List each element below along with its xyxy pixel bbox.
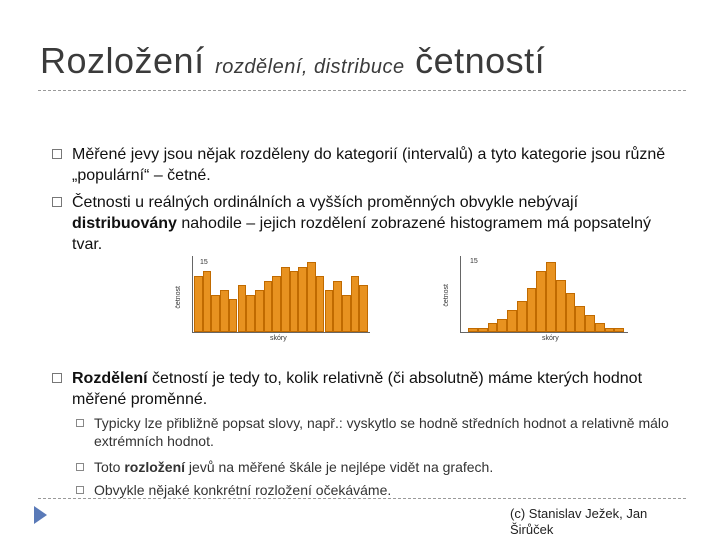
title-divider	[38, 90, 686, 91]
histogram-bar	[255, 290, 264, 332]
histogram-bar	[333, 281, 342, 332]
histogram-bar	[359, 285, 368, 332]
histogram-xlabel: skóry	[270, 335, 287, 342]
histogram-bar	[605, 328, 615, 332]
histogram-bar	[468, 328, 478, 332]
histogram-bar	[478, 328, 488, 332]
title-subtitle: rozdělení, distribuce	[215, 56, 405, 78]
histogram-bar	[546, 262, 556, 332]
subbullet-marker	[76, 486, 84, 494]
histogram-bar	[307, 262, 316, 332]
histogram-bar	[194, 276, 203, 332]
histogram-bar	[325, 290, 334, 332]
histogram-bar	[507, 310, 517, 332]
next-slide-arrow-icon[interactable]	[34, 506, 47, 524]
histogram-bar	[488, 323, 498, 332]
histogram-ylabel: četnost	[443, 284, 450, 307]
bullet-marker	[52, 373, 62, 383]
histogram-bar	[536, 271, 546, 332]
histogram-bar	[497, 319, 507, 332]
bullet-2-text: Četnosti u reálných ordinálních a vyšších proměnných obvykle nebývají distribuovány nahodile – jejich rozdělení zobrazené histogramem má popsatelný tvar.	[72, 194, 651, 253]
histogram-bar	[566, 293, 576, 332]
histogram-bar	[264, 281, 273, 332]
histogram-bar	[575, 306, 585, 332]
histogram-bar	[595, 323, 605, 332]
histogram-bar	[316, 276, 325, 332]
histogram-bar	[229, 299, 238, 332]
subbullet-1-text: Typicky lze přibližně popsat slovy, např.: vyskytlo se hodně středních hodnot a relativně málo extrémních hodnot.	[94, 415, 669, 449]
histogram-bar	[281, 267, 290, 332]
histogram-1-bars	[194, 262, 368, 332]
page-title: Rozložení rozdělení, distribuce četností	[40, 40, 546, 81]
histogram-bar	[556, 280, 566, 333]
histogram-xlabel: skóry	[542, 335, 559, 342]
subbullet-marker	[76, 419, 84, 427]
histogram-bar	[220, 290, 229, 332]
subbullet-2-text: Toto rozložení jevů na měřené škále je nejlépe vidět na grafech.	[94, 459, 494, 475]
histogram-bar	[298, 267, 307, 332]
histogram-bar	[342, 295, 351, 332]
histogram-bar	[246, 295, 255, 332]
histogram-bar	[272, 276, 281, 332]
histogram-bar	[203, 271, 212, 332]
histogram-ylabel: četnost	[175, 286, 182, 309]
footer-divider	[38, 498, 686, 499]
bullet-marker	[52, 197, 62, 207]
histogram-uniform	[174, 256, 372, 346]
histogram-bar	[585, 315, 595, 333]
histogram-bar	[614, 328, 624, 332]
subbullet-marker	[76, 463, 84, 471]
histogram-bar	[290, 271, 299, 332]
histogram-bar	[527, 288, 537, 332]
histogram-normal	[440, 256, 630, 346]
histogram-bar	[211, 295, 220, 332]
bullet-1-text: Měřené jevy jsou nějak rozděleny do kategorií (intervalů) a tyto kategorie jsou různě „populární“ – četné.	[72, 146, 666, 184]
bullet-3-text: Rozdělení četností je tedy to, kolik relativně (či absolutně) máme kterých hodnot měřené proměnné.	[72, 370, 643, 408]
bullet-marker	[52, 149, 62, 159]
credit-text: (c) Stanislav Ježek, Jan Širůček	[510, 506, 648, 537]
histogram-ytick: 15	[470, 258, 478, 265]
subbullet-3-text: Obvykle nějaké konkrétní rozložení očekáváme.	[94, 482, 392, 498]
histogram-bar	[351, 276, 360, 332]
histogram-bar	[517, 301, 527, 332]
histogram-bar	[238, 285, 247, 332]
histogram-ytick: 15	[200, 259, 208, 266]
histogram-2-bars	[468, 262, 624, 332]
